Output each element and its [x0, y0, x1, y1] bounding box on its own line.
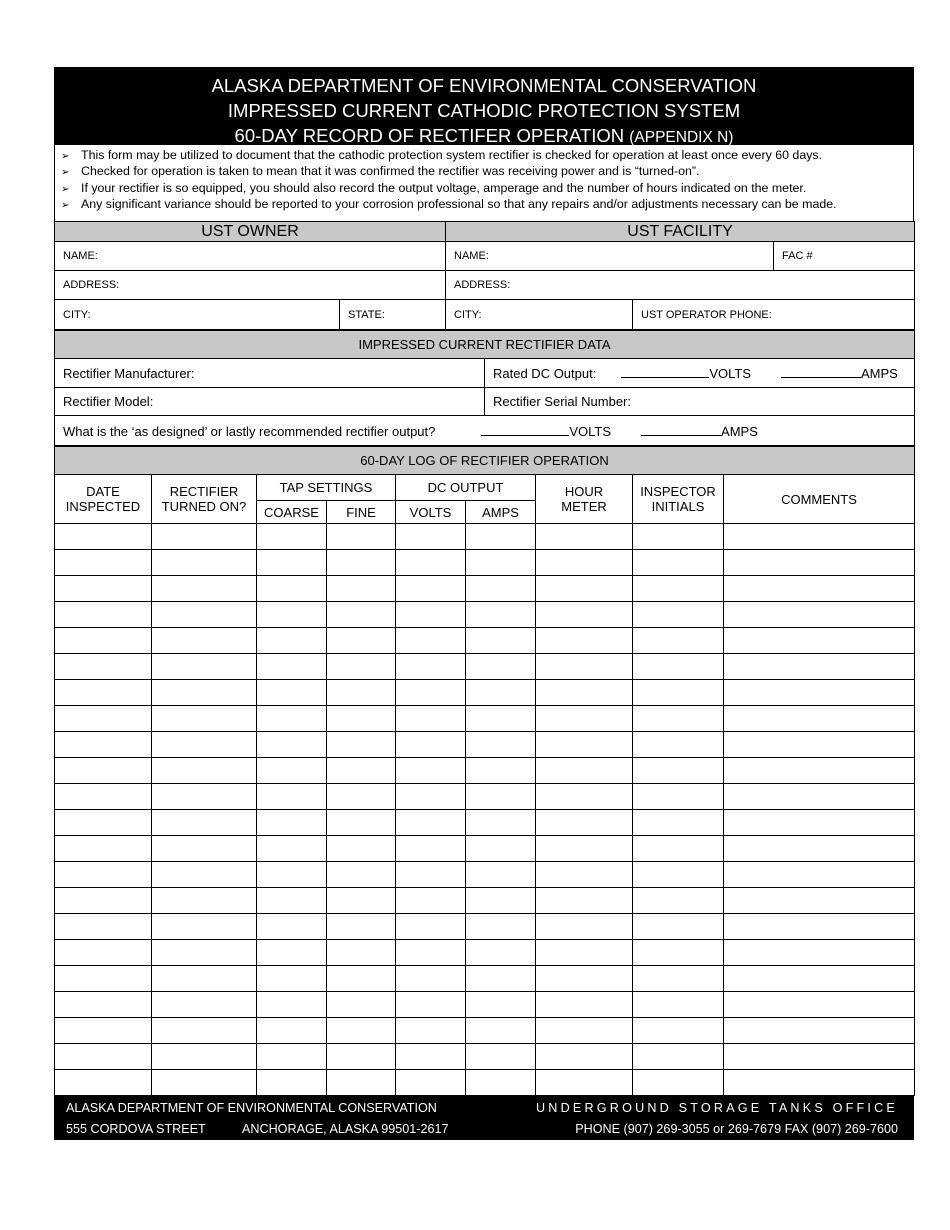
- volts-cell[interactable]: [396, 654, 466, 680]
- hour-meter-header: HOUR METER: [536, 475, 633, 524]
- fine-cell[interactable]: [327, 550, 396, 576]
- footer-city: ANCHORAGE, ALASKA 99501-2617: [242, 1122, 449, 1136]
- initials-cell[interactable]: [633, 1070, 724, 1096]
- arrow-bullet-icon: ➢: [61, 151, 70, 162]
- coarse-cell[interactable]: [257, 992, 327, 1018]
- rated-volts-blank[interactable]: [621, 365, 709, 378]
- log-row: [55, 1070, 915, 1096]
- log-row: [55, 862, 915, 888]
- amps-cell[interactable]: [466, 706, 536, 732]
- log-row: [55, 654, 915, 680]
- fine-cell[interactable]: [327, 706, 396, 732]
- fine-cell[interactable]: [327, 784, 396, 810]
- rectifier-data-table: [54, 330, 915, 446]
- hour-meter-cell[interactable]: [536, 836, 633, 862]
- amps-cell[interactable]: [466, 524, 536, 550]
- comments-cell[interactable]: [724, 576, 915, 602]
- initials-cell[interactable]: [633, 992, 724, 1018]
- volts-cell[interactable]: [396, 602, 466, 628]
- amps-cell[interactable]: [466, 550, 536, 576]
- coarse-cell[interactable]: [257, 758, 327, 784]
- date-cell[interactable]: [55, 654, 152, 680]
- initials-cell[interactable]: [633, 576, 724, 602]
- rectifier-on-cell[interactable]: [152, 810, 257, 836]
- date-cell[interactable]: [55, 576, 152, 602]
- amps-cell[interactable]: [466, 654, 536, 680]
- hour-meter-cell[interactable]: [536, 1018, 633, 1044]
- date-cell[interactable]: [55, 1070, 152, 1096]
- rectifier-on-cell[interactable]: [152, 940, 257, 966]
- amps-cell[interactable]: [466, 992, 536, 1018]
- date-cell[interactable]: [55, 1044, 152, 1070]
- log-row: [55, 706, 915, 732]
- hour-meter-cell[interactable]: [536, 992, 633, 1018]
- volts-cell[interactable]: [396, 732, 466, 758]
- fine-cell[interactable]: [327, 1018, 396, 1044]
- instruction-item: ➢ If your rectifier is so equipped, you should also record the output voltage, amperage and the number of hours indicated on the meter.: [61, 181, 913, 197]
- log-heading: 60-DAY LOG OF RECTIFIER OPERATION: [55, 447, 915, 475]
- fine-cell[interactable]: [327, 1070, 396, 1096]
- volts-cell[interactable]: [396, 862, 466, 888]
- hour-meter-cell[interactable]: [536, 628, 633, 654]
- fine-cell[interactable]: [327, 992, 396, 1018]
- log-row: [55, 784, 915, 810]
- log-row: [55, 1044, 915, 1070]
- amps-cell[interactable]: [466, 940, 536, 966]
- initials-cell[interactable]: [633, 966, 724, 992]
- hour-meter-cell[interactable]: [536, 654, 633, 680]
- comments-cell[interactable]: [724, 1070, 915, 1096]
- header-line-2: IMPRESSED CURRENT CATHODIC PROTECTION SYSTEM: [227, 100, 741, 121]
- log-row: [55, 1018, 915, 1044]
- date-cell[interactable]: [55, 888, 152, 914]
- initials-cell[interactable]: [633, 550, 724, 576]
- footer-phone: PHONE (907) 269-3055 or 269-7679 FAX (907) 269-7600: [575, 1122, 898, 1136]
- rectifier-on-cell[interactable]: [152, 758, 257, 784]
- instructions-list: [54, 145, 914, 221]
- comments-cell[interactable]: [724, 680, 915, 706]
- fine-cell[interactable]: [327, 810, 396, 836]
- volts-cell[interactable]: [396, 888, 466, 914]
- designed-output-field[interactable]: What is the ‘as designed’ or lastly recommended rectifier output? VOLTS AMPS: [55, 416, 915, 446]
- volts-cell[interactable]: [396, 1018, 466, 1044]
- log-row: [55, 966, 915, 992]
- instruction-item: ➢ This form may be utilized to document that the cathodic protection system rectifier is checked for operation at least once every 60 days.: [61, 148, 913, 164]
- amps-cell[interactable]: [466, 810, 536, 836]
- rectifier-on-cell[interactable]: [152, 914, 257, 940]
- initials-cell[interactable]: [633, 758, 724, 784]
- form-footer: [54, 1096, 914, 1140]
- coarse-cell[interactable]: [257, 550, 327, 576]
- log-row: [55, 628, 915, 654]
- rectifier-on-cell[interactable]: [152, 784, 257, 810]
- volts-cell[interactable]: [396, 914, 466, 940]
- instruction-item: ➢ Any significant variance should be reported to your corrosion professional so that any repairs and/or adjustments necessary can be made.: [61, 197, 913, 213]
- hour-meter-cell[interactable]: [536, 940, 633, 966]
- coarse-cell[interactable]: [257, 966, 327, 992]
- rectifier-on-cell[interactable]: [152, 628, 257, 654]
- comments-cell[interactable]: [724, 550, 915, 576]
- hour-meter-cell[interactable]: [536, 784, 633, 810]
- coarse-cell[interactable]: [257, 1044, 327, 1070]
- volts-cell[interactable]: [396, 680, 466, 706]
- fine-cell[interactable]: [327, 940, 396, 966]
- coarse-cell[interactable]: [257, 602, 327, 628]
- hour-meter-cell[interactable]: [536, 576, 633, 602]
- initials-cell[interactable]: [633, 836, 724, 862]
- volts-cell[interactable]: [396, 524, 466, 550]
- rectifier-on-cell[interactable]: [152, 524, 257, 550]
- fine-cell[interactable]: [327, 628, 396, 654]
- amps-cell[interactable]: [466, 888, 536, 914]
- date-cell[interactable]: [55, 550, 152, 576]
- comments-cell[interactable]: [724, 602, 915, 628]
- volts-cell[interactable]: [396, 758, 466, 784]
- volts-cell[interactable]: [396, 940, 466, 966]
- log-row: [55, 732, 915, 758]
- rectifier-model-field[interactable]: Rectifier Model:: [55, 388, 485, 416]
- ust-facility-heading: UST FACILITY: [446, 222, 915, 242]
- rectifier-data-heading: IMPRESSED CURRENT RECTIFIER DATA: [55, 331, 915, 359]
- tap-settings-header: TAP SETTINGS: [257, 475, 396, 501]
- log-rows: [55, 524, 915, 1096]
- comments-cell[interactable]: [724, 940, 915, 966]
- initials-cell[interactable]: [633, 524, 724, 550]
- volts-cell[interactable]: [396, 836, 466, 862]
- comments-cell[interactable]: [724, 1044, 915, 1070]
- hour-meter-cell[interactable]: [536, 706, 633, 732]
- rectifier-on-cell[interactable]: [152, 888, 257, 914]
- comments-cell[interactable]: [724, 524, 915, 550]
- amps-cell[interactable]: [466, 576, 536, 602]
- coarse-cell[interactable]: [257, 732, 327, 758]
- initials-cell[interactable]: [633, 654, 724, 680]
- date-cell[interactable]: [55, 784, 152, 810]
- owner-address-field[interactable]: ADDRESS:: [55, 271, 446, 300]
- comments-cell[interactable]: [724, 732, 915, 758]
- coarse-cell[interactable]: [257, 680, 327, 706]
- rectifier-on-cell[interactable]: [152, 550, 257, 576]
- date-cell[interactable]: [55, 706, 152, 732]
- hour-meter-cell[interactable]: [536, 732, 633, 758]
- amps-cell[interactable]: [466, 836, 536, 862]
- arrow-bullet-icon: ➢: [61, 199, 70, 211]
- initials-cell[interactable]: [633, 1044, 724, 1070]
- owner-state-field[interactable]: STATE:: [340, 300, 446, 330]
- hour-meter-cell[interactable]: [536, 524, 633, 550]
- comments-cell[interactable]: [724, 810, 915, 836]
- comments-header: COMMENTS: [724, 475, 915, 524]
- coarse-cell[interactable]: [257, 888, 327, 914]
- rated-dc-output-field[interactable]: Rated DC Output: VOLTS AMPS: [485, 359, 915, 388]
- date-cell[interactable]: [55, 602, 152, 628]
- fine-cell[interactable]: [327, 836, 396, 862]
- arrow-bullet-icon: ➢: [61, 167, 70, 179]
- comments-cell[interactable]: [724, 862, 915, 888]
- coarse-cell[interactable]: [257, 654, 327, 680]
- inspector-initials-header: INSPECTOR INITIALS: [633, 475, 724, 524]
- rectifier-on-cell[interactable]: [152, 602, 257, 628]
- comments-cell[interactable]: [724, 888, 915, 914]
- rectifier-on-header: RECTIFIER TURNED ON?: [152, 475, 257, 524]
- form-title: 60-DAY RECORD OF RECTIFER OPERATION: [234, 125, 625, 146]
- amps-cell[interactable]: [466, 862, 536, 888]
- fine-cell[interactable]: [327, 914, 396, 940]
- fine-cell[interactable]: [327, 654, 396, 680]
- hour-meter-cell[interactable]: [536, 862, 633, 888]
- fine-cell[interactable]: [327, 1044, 396, 1070]
- log-row: [55, 758, 915, 784]
- rectifier-on-cell[interactable]: [152, 1044, 257, 1070]
- rectifier-record-form: [54, 67, 914, 1140]
- rectifier-on-cell[interactable]: [152, 1018, 257, 1044]
- facility-name-field[interactable]: NAME:: [446, 242, 774, 271]
- log-row: [55, 680, 915, 706]
- date-cell[interactable]: [55, 992, 152, 1018]
- hour-meter-cell[interactable]: [536, 1070, 633, 1096]
- fine-cell[interactable]: [327, 524, 396, 550]
- comments-cell[interactable]: [724, 654, 915, 680]
- comments-cell[interactable]: [724, 784, 915, 810]
- comments-cell[interactable]: [724, 706, 915, 732]
- date-cell[interactable]: [55, 862, 152, 888]
- header-line-1: ALASKA DEPARTMENT OF ENVIRONMENTAL CONSERVATION: [211, 75, 757, 96]
- hour-meter-cell[interactable]: [536, 680, 633, 706]
- comments-cell[interactable]: [724, 628, 915, 654]
- initials-cell[interactable]: [633, 628, 724, 654]
- fine-cell[interactable]: [327, 732, 396, 758]
- log-row: [55, 810, 915, 836]
- rectifier-on-cell[interactable]: [152, 654, 257, 680]
- comments-cell[interactable]: [724, 836, 915, 862]
- fine-cell[interactable]: [327, 602, 396, 628]
- coarse-cell[interactable]: [257, 862, 327, 888]
- fine-header: FINE: [327, 501, 396, 524]
- amps-cell[interactable]: [466, 758, 536, 784]
- appendix-label: (APPENDIX N): [629, 129, 734, 146]
- initials-cell[interactable]: [633, 680, 724, 706]
- initials-cell[interactable]: [633, 602, 724, 628]
- coarse-cell[interactable]: [257, 810, 327, 836]
- volts-cell[interactable]: [396, 576, 466, 602]
- amps-cell[interactable]: [466, 680, 536, 706]
- log-row: [55, 992, 915, 1018]
- rectifier-serial-field[interactable]: Rectifier Serial Number:: [485, 388, 915, 416]
- rectifier-on-cell[interactable]: [152, 732, 257, 758]
- log-row: [55, 602, 915, 628]
- date-cell[interactable]: [55, 628, 152, 654]
- initials-cell[interactable]: [633, 862, 724, 888]
- log-row: [55, 836, 915, 862]
- amps-cell[interactable]: [466, 628, 536, 654]
- initials-cell[interactable]: [633, 1018, 724, 1044]
- log-row: [55, 576, 915, 602]
- rectifier-on-cell[interactable]: [152, 836, 257, 862]
- initials-cell[interactable]: [633, 810, 724, 836]
- date-cell[interactable]: [55, 966, 152, 992]
- hour-meter-cell[interactable]: [536, 966, 633, 992]
- comments-cell[interactable]: [724, 914, 915, 940]
- hour-meter-cell[interactable]: [536, 758, 633, 784]
- coarse-cell[interactable]: [257, 784, 327, 810]
- volts-cell[interactable]: [396, 992, 466, 1018]
- designed-volts-blank[interactable]: [481, 423, 569, 436]
- ust-owner-heading: UST OWNER: [55, 222, 446, 242]
- arrow-bullet-icon: ➢: [61, 183, 70, 195]
- coarse-cell[interactable]: [257, 628, 327, 654]
- amps-cell[interactable]: [466, 732, 536, 758]
- facility-address-field[interactable]: ADDRESS:: [446, 271, 915, 300]
- amps-cell[interactable]: [466, 1044, 536, 1070]
- rated-amps-blank[interactable]: [781, 365, 861, 378]
- rectifier-on-cell[interactable]: [152, 576, 257, 602]
- date-cell[interactable]: [55, 524, 152, 550]
- volts-cell[interactable]: [396, 706, 466, 732]
- coarse-cell[interactable]: [257, 1018, 327, 1044]
- fine-cell[interactable]: [327, 758, 396, 784]
- coarse-cell[interactable]: [257, 524, 327, 550]
- amps-cell[interactable]: [466, 1070, 536, 1096]
- initials-cell[interactable]: [633, 732, 724, 758]
- fine-cell[interactable]: [327, 576, 396, 602]
- volts-cell[interactable]: [396, 810, 466, 836]
- rectifier-on-cell[interactable]: [152, 966, 257, 992]
- log-row: [55, 550, 915, 576]
- volts-cell[interactable]: [396, 1070, 466, 1096]
- initials-cell[interactable]: [633, 914, 724, 940]
- fine-cell[interactable]: [327, 862, 396, 888]
- owner-facility-table: [54, 221, 915, 330]
- comments-cell[interactable]: [724, 992, 915, 1018]
- rectifier-log-table: [54, 446, 915, 1096]
- rectifier-on-cell[interactable]: [152, 680, 257, 706]
- amps-cell[interactable]: [466, 966, 536, 992]
- hour-meter-cell[interactable]: [536, 1044, 633, 1070]
- log-row: [55, 888, 915, 914]
- fine-cell[interactable]: [327, 966, 396, 992]
- hour-meter-cell[interactable]: [536, 602, 633, 628]
- hour-meter-cell[interactable]: [536, 550, 633, 576]
- coarse-cell[interactable]: [257, 836, 327, 862]
- coarse-cell[interactable]: [257, 914, 327, 940]
- volts-cell[interactable]: [396, 628, 466, 654]
- instruction-item: ➢ Checked for operation is taken to mean that it was confirmed the rectifier was receiving power and is “turned-on”.: [61, 164, 913, 180]
- fine-cell[interactable]: [327, 888, 396, 914]
- comments-cell[interactable]: [724, 758, 915, 784]
- owner-city-field[interactable]: CITY:: [55, 300, 340, 330]
- initials-cell[interactable]: [633, 888, 724, 914]
- volts-cell[interactable]: [396, 966, 466, 992]
- date-cell[interactable]: [55, 914, 152, 940]
- hour-meter-cell[interactable]: [536, 888, 633, 914]
- operator-phone-field[interactable]: UST OPERATOR PHONE:: [633, 300, 915, 330]
- footer-street: 555 CORDOVA STREET: [66, 1122, 206, 1136]
- amps-cell[interactable]: [466, 1018, 536, 1044]
- rectifier-on-cell[interactable]: [152, 862, 257, 888]
- hour-meter-cell[interactable]: [536, 810, 633, 836]
- date-inspected-header: DATE INSPECTED: [55, 475, 152, 524]
- volts-header: VOLTS: [396, 501, 466, 524]
- volts-cell[interactable]: [396, 784, 466, 810]
- rectifier-on-cell[interactable]: [152, 992, 257, 1018]
- coarse-header: COARSE: [257, 501, 327, 524]
- coarse-cell[interactable]: [257, 576, 327, 602]
- amps-cell[interactable]: [466, 784, 536, 810]
- comments-cell[interactable]: [724, 1018, 915, 1044]
- log-row: [55, 940, 915, 966]
- log-row: [55, 524, 915, 550]
- footer-department: ALASKA DEPARTMENT OF ENVIRONMENTAL CONSERVATION: [66, 1101, 437, 1115]
- comments-cell[interactable]: [724, 966, 915, 992]
- volts-cell[interactable]: [396, 1044, 466, 1070]
- coarse-cell[interactable]: [257, 1070, 327, 1096]
- date-cell[interactable]: [55, 680, 152, 706]
- rectifier-manufacturer-field[interactable]: Rectifier Manufacturer:: [55, 359, 485, 388]
- date-cell[interactable]: [55, 940, 152, 966]
- initials-cell[interactable]: [633, 940, 724, 966]
- form-header: [54, 67, 914, 145]
- footer-office: UNDERGROUND STORAGE TANKS OFFICE: [536, 1101, 898, 1115]
- fine-cell[interactable]: [327, 680, 396, 706]
- designed-amps-blank[interactable]: [641, 423, 721, 436]
- amps-cell[interactable]: [466, 914, 536, 940]
- hour-meter-cell[interactable]: [536, 914, 633, 940]
- date-cell[interactable]: [55, 758, 152, 784]
- facility-city-field[interactable]: CITY:: [446, 300, 633, 330]
- coarse-cell[interactable]: [257, 706, 327, 732]
- amps-header: AMPS: [466, 501, 536, 524]
- date-cell[interactable]: [55, 1018, 152, 1044]
- initials-cell[interactable]: [633, 784, 724, 810]
- owner-name-field[interactable]: NAME:: [55, 242, 446, 271]
- date-cell[interactable]: [55, 810, 152, 836]
- fac-number-field[interactable]: FAC #: [774, 242, 915, 271]
- coarse-cell[interactable]: [257, 940, 327, 966]
- rectifier-on-cell[interactable]: [152, 706, 257, 732]
- rectifier-on-cell[interactable]: [152, 1070, 257, 1096]
- initials-cell[interactable]: [633, 706, 724, 732]
- volts-cell[interactable]: [396, 550, 466, 576]
- date-cell[interactable]: [55, 836, 152, 862]
- dc-output-header: DC OUTPUT: [396, 475, 536, 501]
- amps-cell[interactable]: [466, 602, 536, 628]
- log-row: [55, 914, 915, 940]
- date-cell[interactable]: [55, 732, 152, 758]
